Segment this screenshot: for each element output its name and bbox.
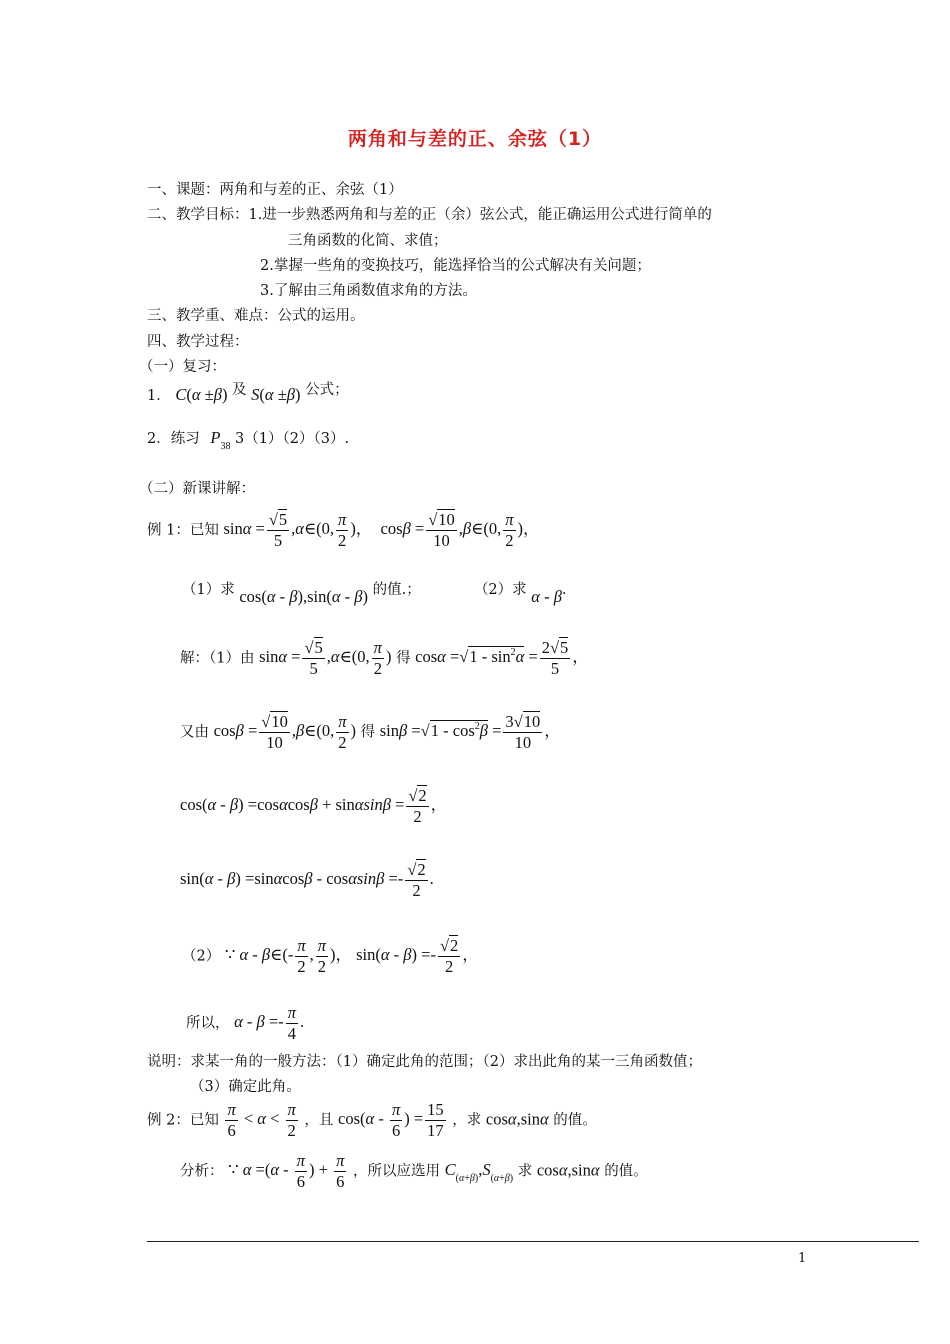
de-text: 得	[396, 650, 411, 667]
sol-step-2: cosβ = $\frac{√10}{10}$ ,β∈(0, $\frac{\pi}{2}$ )	[213, 712, 357, 752]
note-line-1: 说明：求某一角的一般方法：（1）确定此角的范围；（2）求出此角的某一三角函数值；	[147, 1054, 702, 1070]
item-goal-3: 3.了解由三角函数值求角的方法。	[260, 283, 477, 299]
ex2-target: cosα,sinα	[485, 1109, 549, 1129]
item-goal-2: 2.掌握一些角的变换技巧，能选择恰当的公式解决有关问题；	[260, 258, 651, 274]
cos-diff-result: cos(α - β) =cosαcosβ + sinαsinβ = $\frac{√2}{2}$ ，	[180, 786, 448, 826]
ex1-given: sinα = $\frac{√5}{5}$ ,α∈(0, $\frac{\pi}{2}$ )， cosβ = $\frac{√10}{10}$ ,β∈(0, $\frac{\pi}{2}$ )，	[223, 510, 540, 550]
youyou-text: 又由	[180, 724, 209, 741]
example-1	[147, 510, 540, 551]
formula-s: S(α ±β)	[251, 385, 301, 404]
analysis	[180, 1151, 648, 1192]
item-focus: 三、教学重、难点：公式的运用。	[147, 308, 365, 324]
example-2-end: 的值。	[553, 1112, 597, 1129]
analysis-formulas: $C_{(\alpha+\beta)},S_{(\alpha+\beta)}$	[444, 1160, 514, 1185]
page-title: 两角和与差的正、余弦（1）	[347, 128, 603, 150]
section-new: （二）新课讲解：	[139, 481, 255, 497]
note-line-2: （3）确定此角。	[190, 1079, 301, 1095]
question-1-expr: cos(α - β),sin(α - β)	[239, 587, 368, 606]
solution-line-1	[180, 638, 589, 679]
question-1-label: （1）求	[182, 582, 235, 598]
solution-line-5	[182, 936, 479, 977]
de-text-2: 得	[360, 724, 376, 741]
review-1	[147, 378, 349, 405]
part-2-label: （2）	[182, 948, 221, 965]
example-1-label: 例 1：已知	[147, 522, 219, 539]
analysis-label: 分析：	[180, 1163, 224, 1180]
question-2-label: （2）求	[473, 582, 527, 598]
item-goals: 二、教学目标：1.进一步熟悉两角和与差的正（余）弦公式，能正确运用公式进行简单的	[147, 207, 712, 223]
suoyi-text: 所以，	[186, 1015, 230, 1032]
range-result: ∵ α - β∈(- $\frac{\pi}{2}$ , $\frac{\pi}{2}$ )， sin(α - β) =- $\frac{√2}{2}$ ，	[224, 936, 479, 976]
section-review: （一）复习：	[139, 359, 226, 375]
analysis-mid: ，所以应选用	[353, 1163, 440, 1180]
page-number: 1	[798, 1251, 807, 1266]
item-goals-cont: 三角函数的化简、求值；	[288, 233, 448, 249]
example-2	[147, 1100, 597, 1141]
ex2-range: $\frac{\pi}{6}$ < α < $\frac{\pi}{2}$	[227, 1100, 296, 1140]
sin-beta-result: $\sin\beta =√1 - \cos^2\beta$ = $\frac{3√10}{10}$ ，	[379, 712, 561, 752]
cos-alpha-result: $\cos\alpha =√1 - \sin^2\alpha$ = $\frac{2√5}{5}$ ，	[415, 638, 589, 678]
analysis-end: 的值。	[604, 1163, 648, 1180]
solution-line-6	[186, 1003, 304, 1044]
sol-step-1: sinα = $\frac{√5}{5}$ ,α∈(0, $\frac{\pi}{2}$ )	[259, 638, 392, 678]
solution-line-3	[180, 786, 447, 827]
exercise-ref: $P_{38}$	[210, 428, 231, 452]
analysis-ask: 求	[517, 1163, 533, 1180]
question-1-end: 的值.；	[372, 582, 421, 598]
solution-line-4	[180, 860, 434, 901]
question-2-expr: α - β	[531, 587, 562, 606]
review-1-and: 及	[232, 382, 247, 398]
ex2-given: cos(α - $\frac{\pi}{6}$ ) = $\frac{15}{17}$	[338, 1100, 444, 1140]
item-process: 四、教学过程：	[147, 334, 249, 350]
example-2-ask: ，求	[452, 1112, 482, 1129]
solution-line-2	[180, 712, 561, 753]
example-1-questions: （1）求 cos(α - β),sin(α - β) 的值.； （2）求 α - β.	[182, 582, 567, 606]
solution-label: 解：（1）由	[180, 650, 255, 667]
final-angle: α - β =- $\frac{\pi}{4}$ .	[234, 1003, 305, 1043]
item-topic: 一、课题：两角和与差的正、余弦（1）	[147, 182, 403, 198]
review-2-label: 2．练习	[147, 431, 200, 447]
formula-c: C(α ±β)	[175, 385, 228, 404]
sin-diff-result: sin(α - β) =sinαcosβ - cosαsinβ =- $\frac{√2}{2}$ .	[180, 860, 434, 900]
review-2-items: 3（1）（2）（3）.	[235, 431, 350, 447]
example-2-mid: ，且	[304, 1112, 334, 1129]
footer-rule	[147, 1241, 919, 1242]
review-1-end: 公式；	[305, 382, 349, 398]
analysis-decomposition: ∵ α =(α - $\frac{\pi}{6}$ ) + $\frac{\pi}{6}$	[228, 1151, 345, 1191]
review-2	[147, 427, 349, 452]
example-2-label: 例 2：已知	[147, 1112, 219, 1129]
review-1-number: 1．	[147, 388, 171, 404]
analysis-target: cosα,sinα	[536, 1160, 600, 1180]
